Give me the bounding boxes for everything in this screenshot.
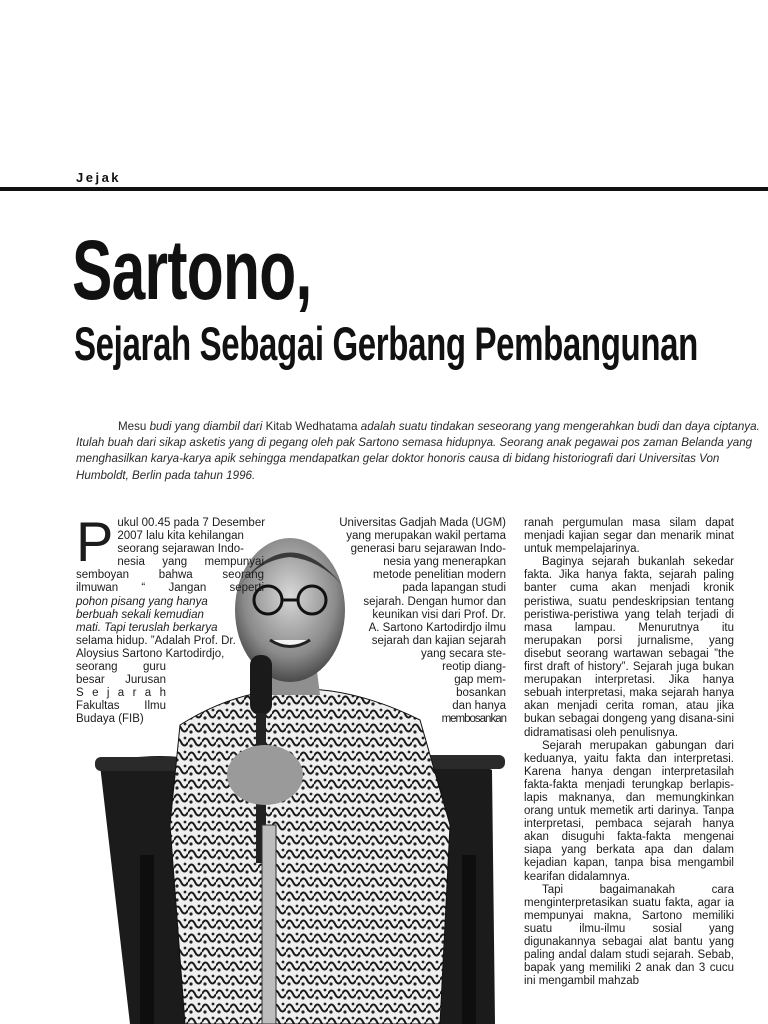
col2-line: Universitas Gadjah Mada (UGM) (339, 517, 506, 529)
col2-line: dan hanya (452, 700, 506, 713)
header-rule (0, 187, 768, 191)
col2-line: sejarah dan kajian sejarah (371, 634, 506, 647)
drop-cap: P (76, 510, 114, 573)
col1-line: besar Jurusan (76, 674, 166, 687)
col1-line: Fakultas Ilmu (76, 700, 166, 713)
col2-line: metode penelitian modern (373, 569, 506, 582)
col2-line: yang merupakan wakil pertama (346, 530, 506, 543)
col2-line: reotip diang- (442, 661, 506, 674)
article-subtitle: Sejarah Sebagai Gerbang Pembangunan (74, 317, 698, 370)
col1-line: Budaya (FIB) (76, 713, 144, 726)
col3-paragraph: Tapi bagaimanakah cara menginterpretasikan suatu fakta, agar ia mempunyai makna, Sartono memiliki suatu ilmu-ilmu sosial yang digunakannya sebagai alat bantu yang paling andal dalam studi sejarah. Sebab, bapak yang memiliki 2 anak dan 3 cucu ini mengambil mahzab (524, 883, 734, 988)
col2-line: gap mem- (454, 674, 506, 687)
col2-line: A. Sartono Kartodirdjo ilmu (368, 621, 506, 634)
col1-line: mati. Tapi teruslah berkarya (76, 621, 218, 634)
col1-line: Aloysius Sartono Kartodirdjo, (76, 647, 225, 660)
column-2 (314, 517, 506, 727)
col2-line: membosankan (441, 713, 506, 726)
lead-part-2: budi yang diambil dari (149, 420, 266, 433)
col2-line: nesia yang menerapkan (383, 556, 506, 569)
col1-line: semboyan bahwa seorang (76, 569, 264, 582)
col1-line: seorang sejarawan Indo- (117, 543, 244, 556)
column-1 (76, 510, 266, 727)
col2-line: bosankan (456, 687, 506, 700)
col3-paragraph: Baginya sejarah bukanlah sekedar fakta. Jika hanya fakta, sejarah paling banter cuma akan menjadi kronik peristiwa, suatu pendeskripsian tentang peristiwa-peristiwa yang telah terjadi di masa lampau. Menurutnya itu merupakan porsi jurnalisme, yang disebut seorang wartawan sebagai ”the first draft of history”. Sejarah juga bukan merupakan interpretasi. Jika hanya sebuah interpretasi, maka sejarah hanya akan menjadi cerita roman, atau jika bukan sebagai dongeng yang disana-sini didramatisasi oleh penulisnya. (524, 556, 734, 739)
col1-line: S e j a r a h (76, 687, 166, 700)
col1-line: pohon pisang yang hanya (76, 595, 208, 608)
lead-part-3: Kitab Wedhatama (265, 420, 361, 433)
col1-line: 2007 lalu kita kehilangan (117, 530, 244, 543)
col3-paragraph: Sejarah merupakan gabungan dari keduanya, yaitu fakta dan interpretasi. Karena hanya dengan interpretasilah fakta-fakta menjadi terungkap berlapis-lapis maknanya, dan memungkinkan orang untuk memetik arti darinya. Tanpa interpretasi, pembaca sejarah hanya akan disuguhi fakta-fakta mengenai siapa yang berkata apa dan dalam kejadian kapan, tanpa bisa mengambil kearifan didalamnya. (524, 739, 734, 883)
col1-line: selama hidup. ”Adalah Prof. Dr. (76, 634, 236, 647)
col1-line: berbuah sekali kemudian (76, 608, 204, 621)
col1-line: ukul 00.45 pada 7 Desember (117, 517, 266, 529)
lead-paragraph (76, 419, 764, 484)
col1-line: nesia yang mempunyai (117, 556, 264, 569)
col2-line: pada lapangan studi (402, 582, 506, 595)
col1-line: seorang guru (76, 661, 166, 674)
column-3 (524, 517, 734, 988)
lead-part-1: Mesu (118, 420, 150, 433)
section-label: Jejak (76, 170, 122, 185)
col2-line: generasi baru sejarawan Indo- (350, 543, 506, 556)
lead-part-4: adalah suatu tindakan seseorang yang mengerahkan budi dan daya ciptanya. Itulah buah dari sikap asketis yang di pegang oleh pak Sartono semasa hidupnya. Seorang anak pegawai pos zaman Belanda yang menghasilkan karya-karya apik sehingga mendapatkan gelar doktor honoris causa di bidang historiografi dari Universitas Von Humboldt, Berlin pada tahun 1996. (76, 420, 760, 482)
col2-line: sejarah. Dengan humor dan (363, 595, 506, 608)
article-title: Sartono, (72, 223, 312, 317)
col2-line: keunikan visi dari Prof. Dr. (372, 608, 506, 621)
col3-paragraph: ranah pergumulan masa silam dapat menjadi kajian segar dan menarik minat untuk mempelajarinya. (524, 517, 734, 556)
col2-line: yang secara ste- (420, 647, 506, 660)
col1-line: ilmuwan “ Jangan seperti (76, 582, 264, 595)
